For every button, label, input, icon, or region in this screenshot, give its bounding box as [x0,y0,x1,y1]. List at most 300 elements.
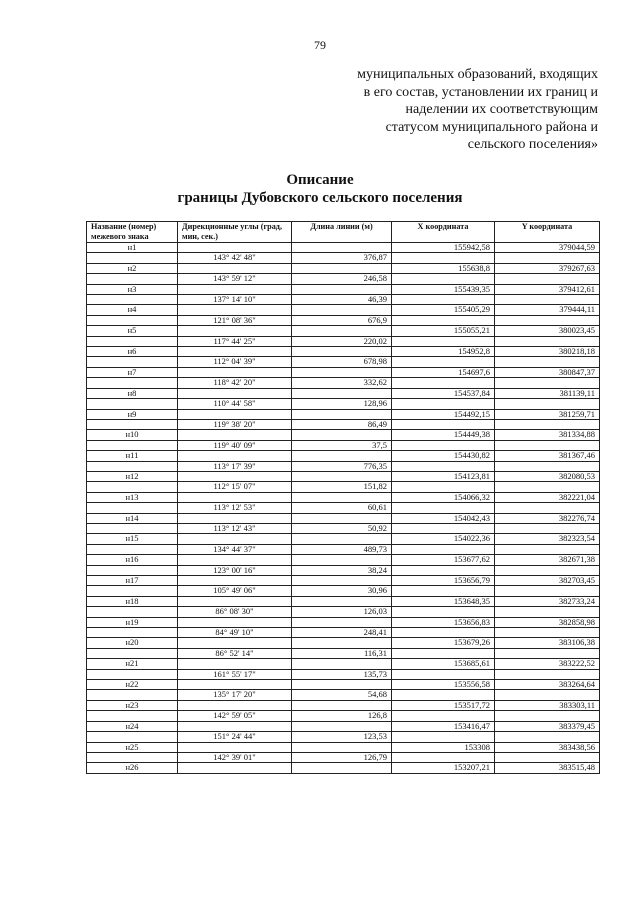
empty-cell [495,253,600,263]
y-coordinate: 383106,38 [495,638,600,648]
empty-cell [178,388,292,398]
y-coordinate: 383438,56 [495,742,600,752]
y-coordinate: 380023,45 [495,326,600,336]
empty-cell [495,315,600,325]
point-name: н23 [87,700,178,710]
empty-cell [292,534,392,544]
empty-cell [87,690,178,700]
x-coordinate: 153679,26 [392,638,495,648]
direction-angle: 123° 00' 16" [178,565,292,575]
empty-cell [392,315,495,325]
point-name: н8 [87,388,178,398]
point-name: н3 [87,284,178,294]
line-length: 60,61 [292,503,392,513]
empty-cell [392,461,495,471]
empty-cell [87,544,178,554]
empty-cell [87,274,178,284]
point-name: н4 [87,305,178,315]
point-name: н7 [87,367,178,377]
x-coordinate: 153656,83 [392,617,495,627]
table-row-segment [87,315,600,325]
point-name: н11 [87,451,178,461]
table-row-point [87,347,600,357]
direction-angle: 161° 55' 17" [178,669,292,679]
direction-angle: 112° 15' 07" [178,482,292,492]
empty-cell [392,752,495,762]
x-coordinate: 154537,84 [392,388,495,398]
empty-cell [178,742,292,752]
intro-line: статусом муниципального района и [385,119,598,135]
table-row-point [87,409,600,419]
empty-cell [495,711,600,721]
empty-cell [495,357,600,367]
direction-angle: 135° 17' 20" [178,690,292,700]
empty-cell [495,440,600,450]
empty-cell [292,263,392,273]
table-row-segment [87,274,600,284]
empty-cell [87,419,178,429]
x-coordinate: 155638,8 [392,263,495,273]
line-length: 135,73 [292,669,392,679]
point-name: н13 [87,492,178,502]
direction-angle: 112° 04' 39" [178,357,292,367]
empty-cell [292,326,392,336]
empty-cell [495,690,600,700]
direction-angle: 134° 44' 37" [178,544,292,554]
empty-cell [178,284,292,294]
x-coordinate: 154022,36 [392,534,495,544]
empty-cell [495,586,600,596]
point-name: н5 [87,326,178,336]
empty-cell [178,555,292,565]
table-row-segment [87,690,600,700]
empty-cell [392,586,495,596]
point-name: н10 [87,430,178,440]
empty-cell [392,399,495,409]
empty-cell [495,669,600,679]
point-name: н20 [87,638,178,648]
empty-cell [292,430,392,440]
empty-cell [495,419,600,429]
table-row-segment [87,482,600,492]
line-length: 678,98 [292,357,392,367]
table-row-point [87,388,600,398]
table-row-point [87,451,600,461]
empty-cell [392,253,495,263]
line-length: 116,31 [292,648,392,658]
empty-cell [392,336,495,346]
table-row-point [87,555,600,565]
y-coordinate: 382858,98 [495,617,600,627]
line-length: 123,53 [292,732,392,742]
point-name: н14 [87,513,178,523]
table-row-point [87,263,600,273]
empty-cell [495,399,600,409]
empty-cell [87,336,178,346]
empty-cell [292,596,392,606]
column-header-x: X координата [392,222,495,243]
empty-cell [495,523,600,533]
direction-angle: 84° 49' 10" [178,628,292,638]
line-length: 30,96 [292,586,392,596]
empty-cell [87,315,178,325]
line-length: 376,87 [292,253,392,263]
empty-cell [392,565,495,575]
empty-cell [292,492,392,502]
y-coordinate: 383303,11 [495,700,600,710]
x-coordinate: 153308 [392,742,495,752]
empty-cell [495,503,600,513]
table-row-point [87,763,600,773]
empty-cell [178,721,292,731]
direction-angle: 119° 40' 09" [178,440,292,450]
empty-cell [292,680,392,690]
empty-cell [178,451,292,461]
empty-cell [178,492,292,502]
empty-cell [495,732,600,742]
direction-angle: 86° 52' 14" [178,648,292,658]
table-row-segment [87,565,600,575]
point-name: н21 [87,659,178,669]
point-name: н25 [87,742,178,752]
point-name: н24 [87,721,178,731]
table-row-point [87,596,600,606]
y-coordinate: 382276,74 [495,513,600,523]
empty-cell [495,752,600,762]
table-row-segment [87,378,600,388]
line-length: 128,96 [292,399,392,409]
table-row-point [87,721,600,731]
x-coordinate: 153207,21 [392,763,495,773]
y-coordinate: 380847,37 [495,367,600,377]
x-coordinate: 155055,21 [392,326,495,336]
empty-cell [178,763,292,773]
y-coordinate: 381139,11 [495,388,600,398]
table-row-segment [87,336,600,346]
page-number: 79 [314,38,326,52]
x-coordinate: 153517,72 [392,700,495,710]
empty-cell [87,378,178,388]
empty-cell [292,243,392,253]
table-row-segment [87,295,600,305]
empty-cell [87,253,178,263]
direction-angle: 121° 08' 36" [178,315,292,325]
direction-angle: 142° 39' 01" [178,752,292,762]
empty-cell [292,451,392,461]
table-row-segment [87,523,600,533]
empty-cell [392,648,495,658]
table-row-segment [87,357,600,367]
empty-cell [87,440,178,450]
empty-cell [292,638,392,648]
empty-cell [87,357,178,367]
line-length: 54,68 [292,690,392,700]
empty-cell [178,534,292,544]
boundary-coordinates-table [86,221,600,774]
table-row-segment [87,503,600,513]
empty-cell [87,523,178,533]
empty-cell [87,565,178,575]
direction-angle: 119° 38' 20" [178,419,292,429]
x-coordinate: 154952,8 [392,347,495,357]
point-name: н12 [87,471,178,481]
empty-cell [392,544,495,554]
y-coordinate: 379267,63 [495,263,600,273]
empty-cell [87,711,178,721]
empty-cell [392,711,495,721]
empty-cell [87,628,178,638]
y-coordinate: 379044,59 [495,243,600,253]
x-coordinate: 154697,6 [392,367,495,377]
table-row-segment [87,399,600,409]
table-row-point [87,742,600,752]
direction-angle: 142° 59' 05" [178,711,292,721]
direction-angle: 113° 12' 43" [178,523,292,533]
empty-cell [495,565,600,575]
table-row-point [87,326,600,336]
table-row-segment [87,253,600,263]
line-length: 151,82 [292,482,392,492]
empty-cell [495,274,600,284]
direction-angle: 151° 24' 44" [178,732,292,742]
empty-cell [178,659,292,669]
table-row-segment [87,648,600,658]
x-coordinate: 155439,35 [392,284,495,294]
y-coordinate: 382671,38 [495,555,600,565]
empty-cell [495,378,600,388]
y-coordinate: 379412,61 [495,284,600,294]
table-row-point [87,284,600,294]
y-coordinate: 380218,18 [495,347,600,357]
direction-angle: 118° 42' 20" [178,378,292,388]
y-coordinate: 382733,24 [495,596,600,606]
empty-cell [292,742,392,752]
empty-cell [495,295,600,305]
empty-cell [495,607,600,617]
title-line: Описание [286,172,354,188]
line-length: 126,03 [292,607,392,617]
x-coordinate: 153556,58 [392,680,495,690]
empty-cell [178,347,292,357]
empty-cell [292,617,392,627]
table-row-point [87,243,600,253]
x-coordinate: 155942,58 [392,243,495,253]
line-length: 246,58 [292,274,392,284]
direction-angle: 117° 44' 25" [178,336,292,346]
empty-cell [87,503,178,513]
empty-cell [392,274,495,284]
line-length: 489,73 [292,544,392,554]
empty-cell [87,732,178,742]
table-row-segment [87,419,600,429]
empty-cell [292,576,392,586]
empty-cell [495,628,600,638]
x-coordinate: 154449,38 [392,430,495,440]
empty-cell [392,378,495,388]
point-name: н6 [87,347,178,357]
line-length: 676,9 [292,315,392,325]
point-name: н2 [87,263,178,273]
column-header-angle: Дирекционные углы (град, мин, сек.) [178,222,292,243]
y-coordinate: 383515,48 [495,763,600,773]
empty-cell [392,607,495,617]
line-length: 37,5 [292,440,392,450]
x-coordinate: 154492,15 [392,409,495,419]
table-row-segment [87,607,600,617]
empty-cell [292,513,392,523]
table-header-row [87,222,600,243]
y-coordinate: 381334,88 [495,430,600,440]
table-row-point [87,659,600,669]
intro-line: муниципальных образований, входящих [357,67,598,82]
table-row-point [87,680,600,690]
table-row-point [87,430,600,440]
empty-cell [392,628,495,638]
point-name: н19 [87,617,178,627]
table-row-segment [87,711,600,721]
table-row-segment [87,732,600,742]
y-coordinate: 383222,52 [495,659,600,669]
point-name: н15 [87,534,178,544]
x-coordinate: 154430,82 [392,451,495,461]
line-length: 248,41 [292,628,392,638]
empty-cell [292,305,392,315]
empty-cell [392,482,495,492]
x-coordinate: 153677,62 [392,555,495,565]
point-name: н16 [87,555,178,565]
empty-cell [87,607,178,617]
table-row-point [87,534,600,544]
y-coordinate: 383264,64 [495,680,600,690]
empty-cell [495,544,600,554]
empty-cell [392,295,495,305]
empty-cell [178,596,292,606]
table-row-point [87,617,600,627]
column-header-name: Название (номер) межевого знака [87,222,178,243]
empty-cell [87,461,178,471]
empty-cell [178,700,292,710]
empty-cell [495,482,600,492]
intro-line: сельского поселения» [467,137,598,153]
empty-cell [87,295,178,305]
empty-cell [392,440,495,450]
point-name: н26 [87,763,178,773]
empty-cell [392,503,495,513]
empty-cell [178,263,292,273]
y-coordinate: 383379,45 [495,721,600,731]
y-coordinate: 382080,53 [495,471,600,481]
empty-cell [178,305,292,315]
table-row-point [87,305,600,315]
empty-cell [292,347,392,357]
empty-cell [178,243,292,253]
empty-cell [392,669,495,679]
line-length: 776,35 [292,461,392,471]
empty-cell [292,409,392,419]
empty-cell [178,326,292,336]
table-row-segment [87,461,600,471]
empty-cell [87,586,178,596]
table-row-segment [87,752,600,762]
y-coordinate: 382703,45 [495,576,600,586]
empty-cell [178,367,292,377]
empty-cell [392,419,495,429]
empty-cell [495,648,600,658]
y-coordinate: 379444,11 [495,305,600,315]
point-name: н1 [87,243,178,253]
empty-cell [392,357,495,367]
empty-cell [178,430,292,440]
direction-angle: 143° 59' 12" [178,274,292,284]
x-coordinate: 154123,81 [392,471,495,481]
line-length: 50,92 [292,523,392,533]
table-row-segment [87,440,600,450]
point-name: н17 [87,576,178,586]
table-row-segment [87,586,600,596]
table-row-point [87,513,600,523]
empty-cell [392,523,495,533]
empty-cell [87,482,178,492]
empty-cell [292,388,392,398]
empty-cell [178,680,292,690]
column-header-y: Y координата [495,222,600,243]
table-row-point [87,700,600,710]
empty-cell [178,638,292,648]
x-coordinate: 153648,35 [392,596,495,606]
x-coordinate: 153685,61 [392,659,495,669]
empty-cell [87,752,178,762]
column-header-length: Длина линии (м) [292,222,392,243]
table-body [87,243,600,774]
table-row-segment [87,544,600,554]
empty-cell [292,555,392,565]
empty-cell [178,409,292,419]
empty-cell [87,399,178,409]
intro-line: наделении их соответствующим [405,102,598,118]
line-length: 38,24 [292,565,392,575]
point-name: н18 [87,596,178,606]
empty-cell [292,721,392,731]
y-coordinate: 381259,71 [495,409,600,419]
y-coordinate: 382221,04 [495,492,600,502]
title-line: границы Дубовского сельского поселения [177,190,463,206]
table-row-point [87,638,600,648]
direction-angle: 105° 49' 06" [178,586,292,596]
direction-angle: 113° 12' 53" [178,503,292,513]
direction-angle: 113° 17' 39" [178,461,292,471]
empty-cell [178,617,292,627]
y-coordinate: 382323,54 [495,534,600,544]
empty-cell [292,700,392,710]
table-row-point [87,367,600,377]
x-coordinate: 155405,29 [392,305,495,315]
empty-cell [495,336,600,346]
line-length: 86,49 [292,419,392,429]
empty-cell [178,576,292,586]
line-length: 332,62 [292,378,392,388]
intro-line: в его состав, установлении их границ и [363,84,598,100]
empty-cell [292,284,392,294]
table-row-point [87,471,600,481]
direction-angle: 143° 42' 48" [178,253,292,263]
direction-angle: 137° 14' 10" [178,295,292,305]
x-coordinate: 153416,47 [392,721,495,731]
point-name: н9 [87,409,178,419]
x-coordinate: 154042,43 [392,513,495,523]
line-length: 46,39 [292,295,392,305]
table-row-segment [87,628,600,638]
direction-angle: 110° 44' 58" [178,399,292,409]
